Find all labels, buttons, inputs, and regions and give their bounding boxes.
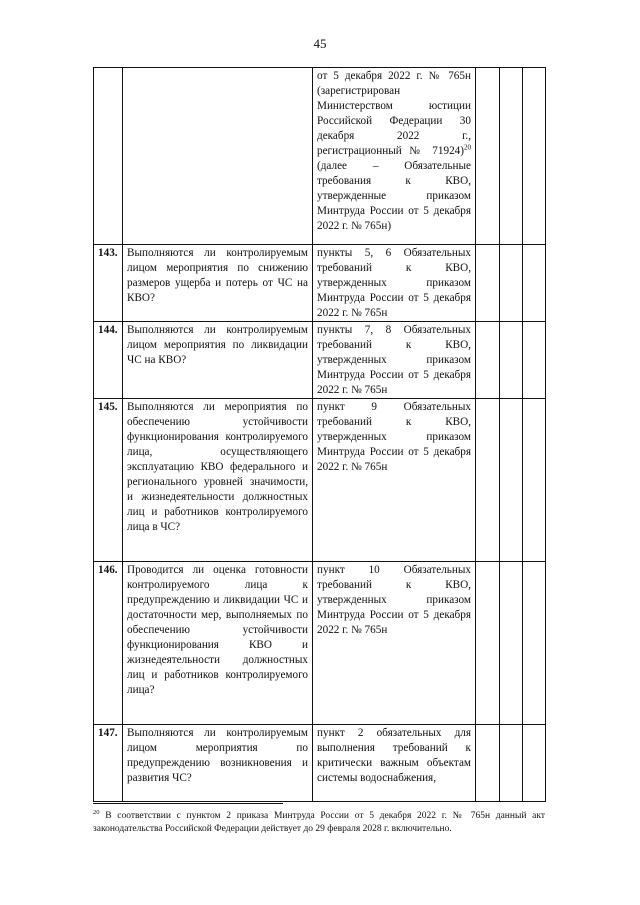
question-cell: Выполняются ли контролируемым лицом мероприятия по снижению размеров ущерба и потерь от ЧС на КВО? [123,245,313,322]
answer-yes-cell [476,68,500,245]
question-cell: Выполняются ли контролируемым лицом мероприятия по предупреждению возникновения и развития ЧС? [123,725,313,802]
requirements-table [93,67,546,802]
reference-cell: пункты 7, 8 Обязательных требований к КВО, утвержденных приказом Минтруда России от 5 декабря 2022 г. № 765н [313,322,476,399]
footnote [93,810,545,836]
row-number [94,68,123,245]
answer-no-cell [500,245,523,322]
answer-yes-cell [476,562,500,725]
question-cell [123,68,313,245]
row-number: 145. [94,399,123,562]
table-row [94,68,546,245]
table-row [94,562,546,725]
question-cell: Выполняются ли контролируемым лицом мероприятия по ликвидации ЧС на КВО? [123,322,313,399]
row-number: 146. [94,562,123,725]
footnote-text: В соответствии с пунктом 2 приказа Минтруда России от 5 декабря 2022 г. № 765н данный акт законодательства Российской Федерации действует до 29 февраля 2028 г. включительно. [93,811,545,834]
table-row [94,725,546,802]
footnote-divider [93,803,283,804]
answer-yes-cell [476,322,500,399]
reference-cell: пункт 9 Обязательных требований к КВО, утвержденных приказом Минтруда России от 5 декабря 2022 г. № 765н [313,399,476,562]
row-number: 144. [94,322,123,399]
row-number: 143. [94,245,123,322]
reference-cell: пункт 2 обязательных для выполнения требований к критически важным объектам системы водоснабжения, [313,725,476,802]
answer-no-cell [500,322,523,399]
question-cell: Выполняются ли мероприятия по обеспечению устойчивости функционирования контролируемого лица, осуществляющего эксплуатацию КВО федерального и регионального уровней значимости, и жизнедеятельности должностных лиц и работников контролируемого лица в ЧС? [123,399,313,562]
question-cell: Проводится ли оценка готовности контролируемого лица к предупреждению и ликвидации ЧС и достаточности мер, выполняемых по обеспечению устойчивости функционирования КВО и жизнедеятельности должностных лиц и работников контролируемого лица? [123,562,313,725]
table-row [94,245,546,322]
answer-na-cell [523,562,546,725]
footnote-mark: 20 [464,143,471,152]
answer-na-cell [523,68,546,245]
answer-no-cell [500,562,523,725]
footnote-number: 20 [93,808,100,816]
answer-yes-cell [476,399,500,562]
row-number: 147. [94,725,123,802]
answer-no-cell [500,399,523,562]
answer-na-cell [523,399,546,562]
answer-no-cell [500,68,523,245]
answer-no-cell [500,725,523,802]
reference-text: от 5 декабря 2022 г. № 765н (зарегистрирован Министерством юстиции Российской Федерации 30 декабря 2022 г., регистрационный № 71924) [317,70,471,157]
answer-na-cell [523,725,546,802]
answer-na-cell [523,322,546,399]
page-number: 45 [313,36,327,51]
answer-yes-cell [476,245,500,322]
answer-yes-cell [476,725,500,802]
table-row [94,322,546,399]
answer-na-cell [523,245,546,322]
reference-cell [313,68,476,245]
reference-text-tail: (далее – Обязательные требования к КВО, утвержденные приказом Минтруда России от 5 декабря 2022 г. № 765н) [317,160,471,232]
reference-cell: пункт 10 Обязательных требований к КВО, утвержденных приказом Минтруда России от 5 декабря 2022 г. № 765н [313,562,476,725]
reference-cell: пункты 5, 6 Обязательных требований к КВО, утвержденных приказом Минтруда России от 5 декабря 2022 г. № 765н [313,245,476,322]
table-row [94,399,546,562]
